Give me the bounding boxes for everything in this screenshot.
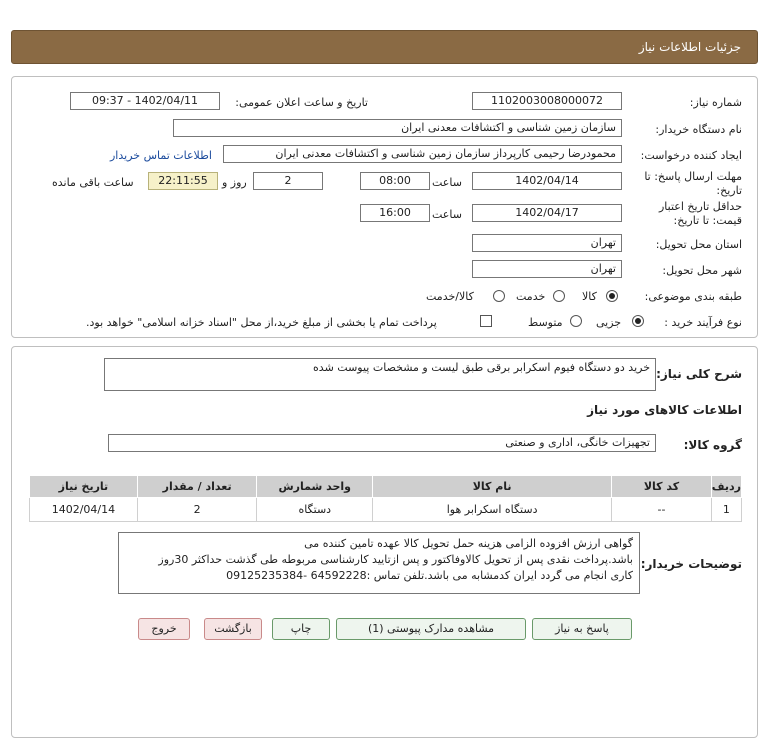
goods-group-label: گروه کالا: — [683, 438, 742, 452]
remaining-time-field: 22:11:55 — [148, 172, 218, 190]
days-field: 2 — [253, 172, 323, 190]
process-radio-minor[interactable] — [632, 315, 644, 327]
buyer-notes-field — [118, 532, 640, 594]
buyer-notes-label: توضیحات خریدار: — [640, 557, 742, 571]
reply-deadline-label-2: تاریخ: — [716, 184, 742, 197]
treasury-payment-checkbox[interactable] — [480, 315, 492, 327]
items-table — [29, 475, 742, 522]
province-field: تهران — [472, 234, 622, 252]
col-header-unit: واحد شمارش — [257, 476, 373, 498]
validity-date-field: 1402/04/17 — [472, 204, 622, 222]
category-radio-service[interactable] — [553, 290, 565, 302]
process-option-medium: متوسط — [528, 316, 563, 329]
category-option-service: خدمت — [516, 290, 546, 303]
buyer-notes-line-1: گواهی ارزش افزوده الزامی هزینه حمل تحویل کالا عهده تامین کننده می — [304, 537, 633, 550]
buyer-notes-line-2: باشد.پرداخت نقدی پس از تحویل کالاوفاکتور و پس ازتایید کارشناسی مربوطه طی گذشت حداکثر 30روز — [158, 553, 633, 566]
category-radio-both[interactable] — [493, 290, 505, 302]
reply-button[interactable]: پاسخ به نیاز — [532, 618, 632, 640]
process-radio-medium[interactable] — [570, 315, 582, 327]
col-header-date: تاریخ نیاز — [30, 476, 138, 498]
validity-time-label: ساعت — [432, 208, 462, 221]
category-option-goods: کالا — [582, 290, 597, 303]
col-header-code: کد کالا — [612, 476, 712, 498]
print-button[interactable]: چاپ — [272, 618, 330, 640]
city-label: شهر محل تحویل: — [662, 264, 742, 277]
buyer-notes-line-3: کاری انجام می گردد ایران کدمشابه می باشد.تلفن تماس :64592228 -09125235384 — [226, 569, 633, 582]
days-label: روز و — [222, 176, 247, 189]
exit-button[interactable]: خروج — [138, 618, 190, 640]
reply-time-field: 08:00 — [360, 172, 430, 190]
remaining-label: ساعت باقی مانده — [52, 176, 134, 189]
table-header-row — [30, 476, 742, 498]
process-option-minor: جزیی — [596, 316, 622, 329]
goods-group-field: تجهیزات خانگی، اداری و صنعتی — [108, 434, 656, 452]
goods-section-title: اطلاعات کالاهای مورد نیاز — [587, 403, 742, 417]
col-header-name: نام کالا — [373, 476, 612, 498]
buyer-org-field: سازمان زمین شناسی و اکتشافات معدنی ایران — [173, 119, 622, 137]
announce-field: 1402/04/11 - 09:37 — [70, 92, 220, 110]
summary-label: شرح کلی نیاز: — [656, 367, 742, 381]
need-number-field: 1102003008000072 — [472, 92, 622, 110]
buyer-org-label: نام دستگاه خریدار: — [655, 123, 742, 136]
col-header-row-number: ردیف — [711, 476, 741, 498]
cell-date: 1402/04/14 — [30, 498, 138, 522]
page-header — [11, 30, 758, 64]
cell-unit: دستگاه — [257, 498, 373, 522]
process-label: نوع فرآیند خرید : — [664, 316, 742, 329]
page-title: جزئیات اطلاعات نیاز — [638, 40, 741, 54]
validity-label-2: قیمت: تا تاریخ: — [673, 214, 742, 227]
category-option-both: کالا/خدمت — [426, 290, 474, 303]
cell-row-number: 1 — [711, 498, 741, 522]
treasury-payment-note: پرداخت تمام یا بخشی از مبلغ خرید،از محل "اسناد خزانه اسلامی" خواهد بود. — [86, 316, 437, 329]
validity-time-field: 16:00 — [360, 204, 430, 222]
requester-label: ایجاد کننده درخواست: — [640, 149, 742, 162]
validity-label-1: حداقل تاریخ اعتبار — [658, 200, 742, 213]
cell-quantity: 2 — [137, 498, 257, 522]
buyer-contact-link[interactable]: اطلاعات تماس خریدار — [110, 149, 212, 162]
need-number-label: شماره نیاز: — [689, 96, 742, 109]
attachments-button[interactable]: مشاهده مدارک پیوستی (1) — [336, 618, 526, 640]
reply-time-label: ساعت — [432, 176, 462, 189]
col-header-quantity: تعداد / مقدار — [137, 476, 257, 498]
summary-field: خرید دو دستگاه فیوم اسکرابر برقی طبق لیست و مشخصات پیوست شده — [104, 358, 656, 391]
city-field: تهران — [472, 260, 622, 278]
province-label: استان محل تحویل: — [655, 238, 742, 251]
announce-label: تاریخ و ساعت اعلان عمومی: — [235, 96, 368, 109]
cell-name: دستگاه اسکرابر هوا — [373, 498, 612, 522]
table-row — [30, 498, 742, 522]
category-label: طبقه بندی موضوعی: — [644, 290, 742, 303]
requester-field: محمودرضا رحیمی کارپرداز سازمان زمین شناسی و اکتشافات معدنی ایران — [223, 145, 622, 163]
reply-date-field: 1402/04/14 — [472, 172, 622, 190]
category-radio-goods[interactable] — [606, 290, 618, 302]
reply-deadline-label-1: مهلت ارسال پاسخ: تا — [644, 170, 742, 183]
back-button[interactable]: بازگشت — [204, 618, 262, 640]
cell-code: -- — [612, 498, 712, 522]
